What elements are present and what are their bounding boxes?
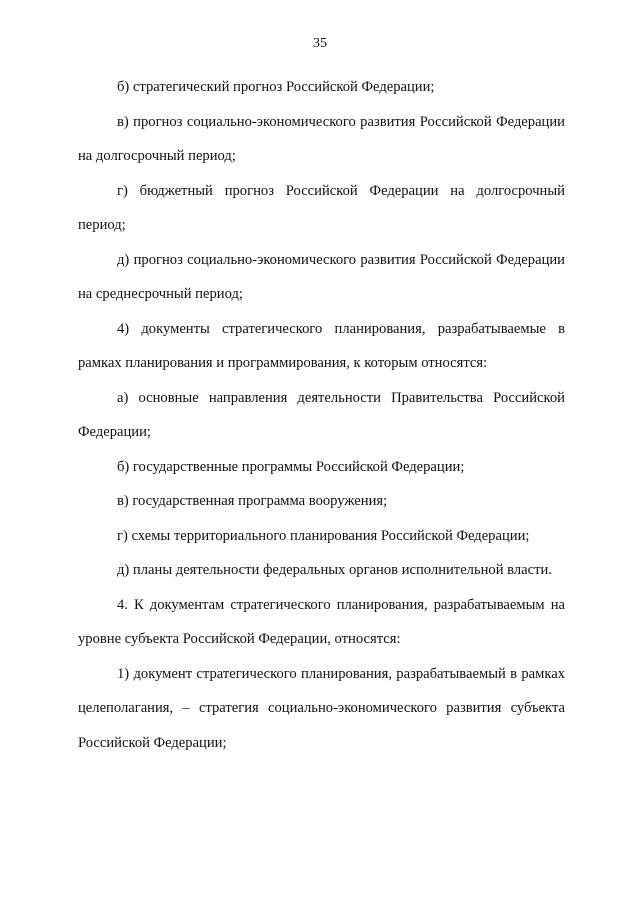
paragraph: 4) документы стратегического планирования, разрабатываемые в рамках планирования и программирования, к которым относятся: <box>78 320 565 371</box>
page-number: 35 <box>313 36 327 51</box>
paragraph: б) государственные программы Российской Федерации; <box>117 458 465 475</box>
paragraph: а) основные направления деятельности Правительства Российской Федерации; <box>78 389 565 440</box>
paragraph: в) прогноз социально-экономического развития Российской Федерации на долгосрочный период; <box>78 113 565 164</box>
paragraph: д) прогноз социально-экономического развития Российской Федерации на среднесрочный период; <box>78 251 565 302</box>
paragraph: 4. К документам стратегического планирования, разрабатываемым на уровне субъекта Российской Федерации, относятся: <box>78 596 565 647</box>
paragraph: б) стратегический прогноз Российской Федерации; <box>117 79 435 95</box>
paragraph: д) планы деятельности федеральных органов исполнительной власти. <box>117 562 552 578</box>
paragraph: в) государственная программа вооружения; <box>117 493 388 509</box>
paragraph: г) бюджетный прогноз Российской Федерации на долгосрочный период; <box>78 182 565 233</box>
paragraph: г) схемы территориального планирования Российской Федерации; <box>117 527 530 544</box>
document-body <box>78 70 565 760</box>
paragraph: 1) документ стратегического планирования, разрабатываемый в рамках целеполагания, – стратегия социально-экономического развития субъекта Российской Федерации; <box>78 665 565 751</box>
